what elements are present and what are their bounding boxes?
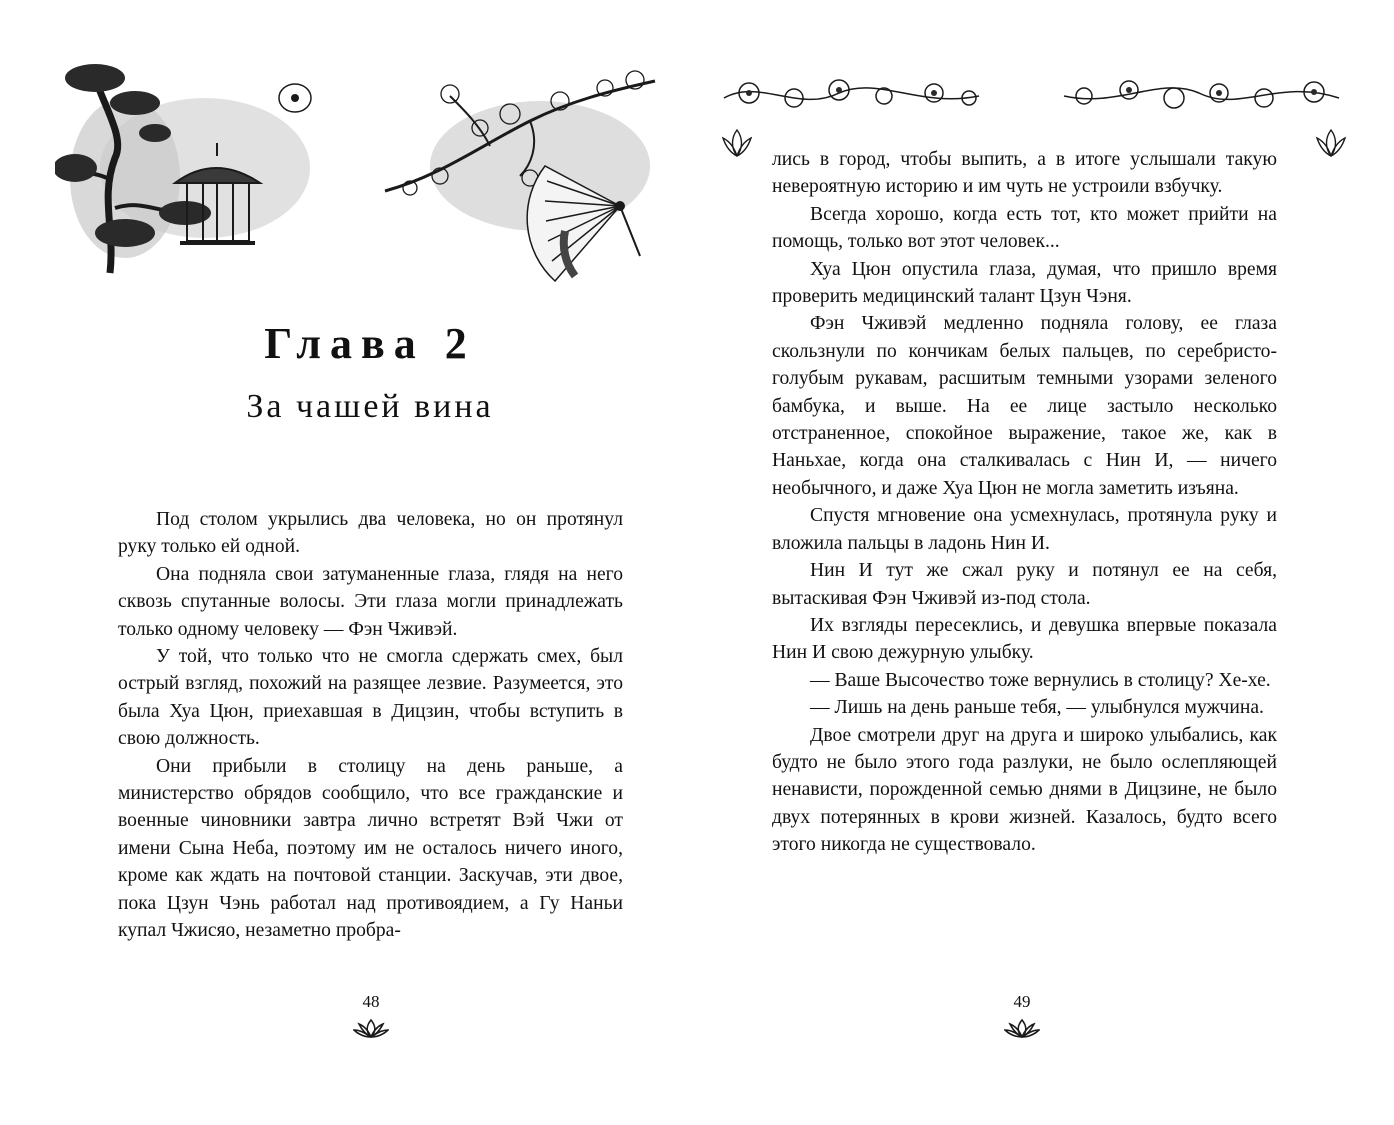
lotus-icon — [353, 1018, 389, 1040]
paragraph: Они прибыли в столицу на день раньше, а министерство обрядов сообщило, что все гражданские и военные чиновники завтра лично встретят Вэй Чжи от имени Сына Неба, поэтому им не осталось ничего иного, кроме как ждать на почтовой станции. Заскучав, эти двое, пока Цзун Чэнь работал над противоядием, а Гу Наньи купал Чжисяо, незаметно пробра- — [118, 755, 623, 942]
chapter-subtitle: За чашей вина — [246, 388, 494, 425]
paragraph: Их взгляды пересеклись, и девушка впервые показала Нин И свою дежурную улыбку. — [772, 614, 1277, 664]
paragraph: лись в город, чтобы выпить, а в итоге услышали такую невероятную историю и им чуть не устроили взбучку. — [772, 149, 1277, 198]
right-page-body — [772, 146, 1277, 859]
paragraph: У той, что только что не смогла сдержать смех, был острый взгляд, похожий на разящее лезвие. Разумеется, это была Хуа Цюн, приехавшая в Дицзин, чтобы вступить в свою должность. — [118, 646, 623, 750]
paragraph: Спустя мгновение она усмехнулась, протянула руку и вложила пальцы в ладонь Нин И. — [772, 505, 1277, 554]
paragraph: Фэн Чживэй медленно подняла голову, ее глаза скользнули по кончикам белых пальцев, по серебристо-голубым рукавам, расшитым темными узорами зеленого бамбука, и выше. На ее лице застыло несколько отстраненное, спокойное выражение, такое же, как в Наньхае, когда она сталкивалась с Нин И, — ничего необычного, и даже Хуа Цюн не могла заметить изъяна. — [772, 313, 1277, 499]
paragraph: Нин И тут же сжал руку и потянул ее на себя, вытаскивая Фэн Чживэй из-под стола. — [772, 560, 1277, 609]
right-page — [697, 0, 1394, 1125]
blossom-branch-fan-illustration — [380, 66, 660, 301]
paragraph: Хуа Цюн опустила глаза, думая, что пришло время проверить медицинский талант Цзун Чэня. — [772, 258, 1277, 308]
pavilion-tree-illustration — [55, 58, 315, 278]
left-page-body — [118, 506, 623, 945]
page-number: 48 — [362, 992, 380, 1011]
chapter-title: Глава 2 — [264, 319, 476, 368]
lotus-icon — [1004, 1018, 1040, 1040]
page-number: 49 — [1013, 992, 1031, 1011]
paragraph: — Ваше Высочество тоже вернулись в столицу? Хе-хе. — [810, 669, 1271, 691]
paragraph: Всегда хорошо, когда есть тот, кто может прийти на помощь, только вот этот человек... — [772, 203, 1277, 253]
paragraph: Она подняла свои затуманенные глаза, глядя на него сквозь спутанные волосы. Эти глаза могли принадлежать только одному человеку — Фэн Чживэй. — [118, 563, 623, 640]
paragraph: Под столом укрылись два человека, но он протянул руку только ей одной. — [118, 509, 623, 558]
paragraph: Двое смотрели друг на друга и широко улыбались, как будто не было этого года разлуки, не было ослепляющей ненависти, порожденной семью днями в Дицзине, не было двух потерянных в крови жизней. Казалось, будто всего этого никогда не существовало. — [772, 724, 1277, 856]
paragraph: — Лишь на день раньше тебя, — улыбнулся мужчина. — [810, 697, 1264, 719]
